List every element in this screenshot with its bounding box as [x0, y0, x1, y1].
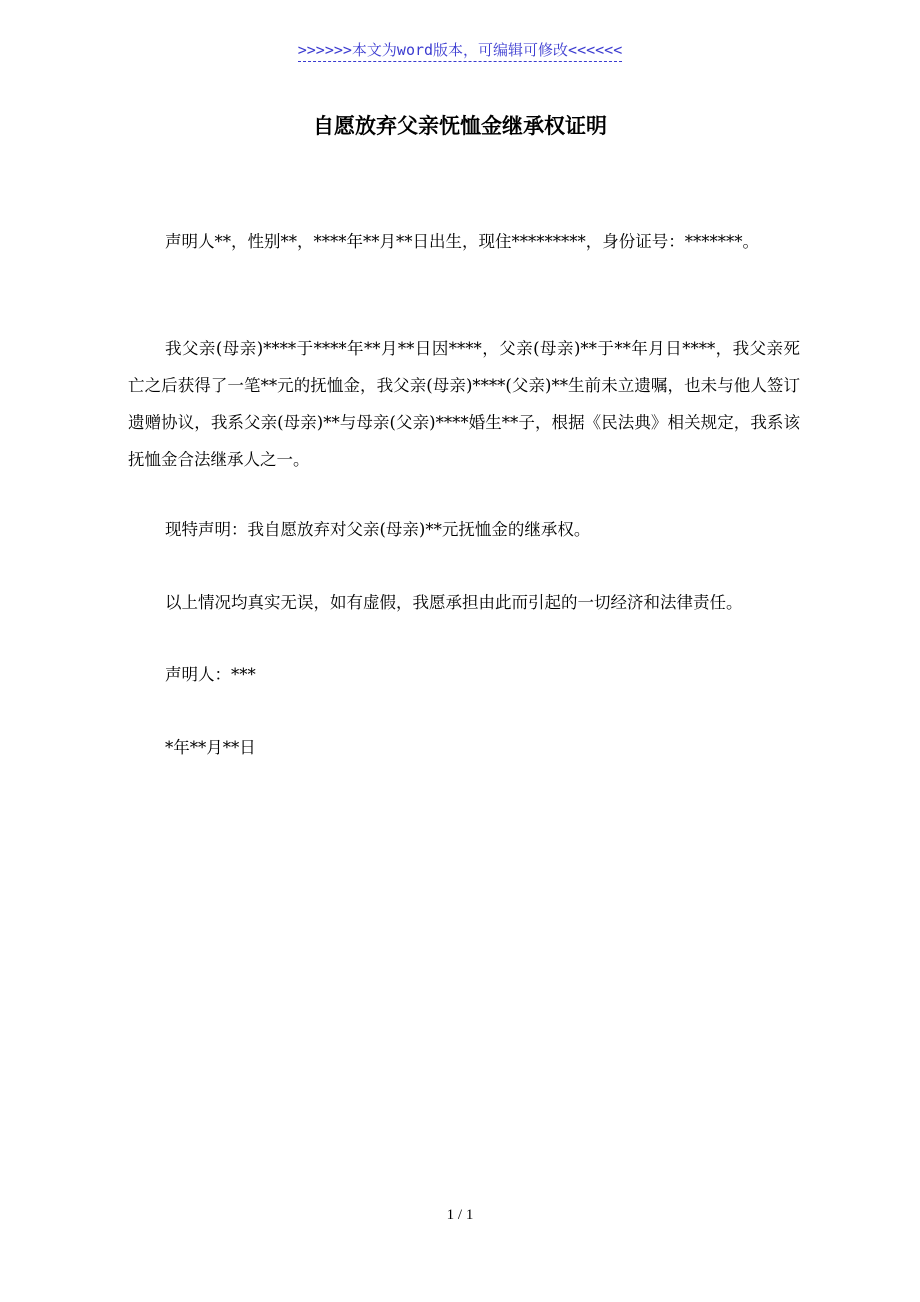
- paragraph-date: *年**月**日: [165, 738, 256, 757]
- header-link-text[interactable]: >>>>>>本文为word版本，可编辑可修改<<<<<<: [298, 41, 623, 62]
- page-number: 1 / 1: [446, 1207, 474, 1223]
- paragraph-signature: 声明人：***: [165, 665, 256, 684]
- document-title: 自愿放弃父亲怃恤金继承权证明: [313, 114, 607, 138]
- paragraph-liability: 以上情况均真实无误，如有虚假，我愿承担由此而引起的一切经济和法律责任。: [165, 593, 743, 612]
- paragraph-circumstances: 我父亲(母亲)****于****年**月**日因****，父亲(母亲)**于**年月日****，我父亲死亡之后获得了一笔**元的抚恤金，我父亲(母亲)****(父亲)**生前未立遗嘱，也未与他人签订遗赠协议，我系父亲(母亲)**与母亲(父亲)****婚生**子，根据《民法典》相关规定，我系该抚恤金合法继承人之一。: [128, 339, 800, 469]
- paragraph-declarant-info: 声明人**，性别**，****年**月**日出生，现住*********，身份证号：*******。: [165, 232, 759, 251]
- header-word-version-link[interactable]: [0, 38, 920, 62]
- paragraph-declaration: 现特声明：我自愿放弃对父亲(母亲)**元抚恤金的继承权。: [165, 520, 591, 539]
